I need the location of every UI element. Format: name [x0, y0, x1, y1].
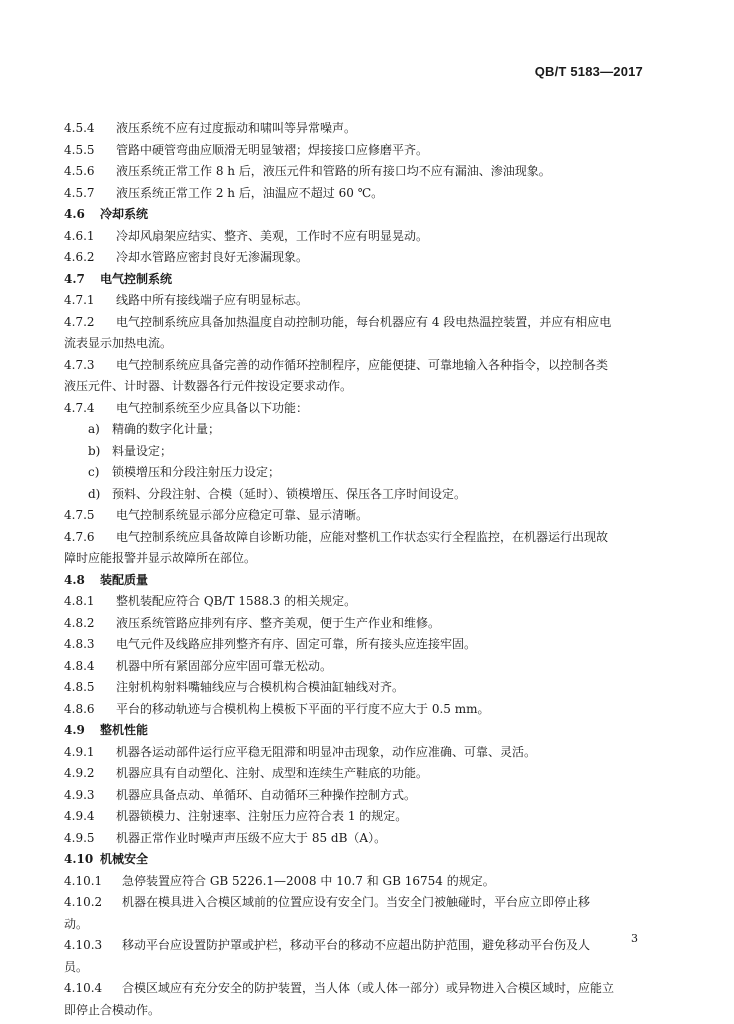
clause-number: 4.7.2 [64, 314, 95, 329]
clause-text: 冷却水管路应密封良好无渗漏现象。 [116, 250, 309, 264]
clause-number: 4.9.5 [64, 830, 95, 845]
clause-text: 机器各运动部件运行应平稳无阻滞和明显冲击现象，动作应准确、可靠、灵活。 [116, 744, 537, 759]
clause-number: 4.7.5 [64, 508, 95, 522]
clause-text: 预料、分段注射、合模（延时）、锁模增压、保压各工序时间设定。 [112, 486, 467, 501]
clause-text: 电气控制系统应具备完善的动作循环控制程序，应能便捷、可靠地输入各种指令，以控制各类 [116, 357, 609, 372]
clause-line [64, 226, 664, 248]
clause-number: 4.6.1 [64, 228, 95, 243]
clause-text: 电气元件及线路应排列整齐有序、固定可靠，所有接头应连接牢固。 [116, 637, 477, 651]
clause-number: d) [88, 486, 101, 501]
section-heading [64, 269, 664, 291]
clause-text: 障时应能报警并显示故障所在部位。 [64, 551, 257, 565]
clause-text: 精确的数字化计量； [112, 422, 221, 436]
clause-number: 4.8.2 [64, 615, 95, 630]
clause-line [64, 548, 664, 570]
clause-text: 液压元件、计时器、计数器各行元件按设定要求动作。 [64, 379, 353, 393]
clause-text: 员。 [64, 959, 89, 974]
clause-number: 4.5.5 [64, 142, 95, 157]
clause-line [64, 656, 664, 678]
clause-line [64, 183, 664, 205]
clause-line [64, 376, 664, 398]
clause-number: 4.10.2 [64, 895, 103, 909]
clause-number: 4.10.1 [64, 873, 103, 888]
clause-text: 电气控制系统应具备故障自诊断功能，应能对整机工作状态实行全程监控，在机器运行出现故 [116, 529, 609, 544]
section-heading [64, 570, 664, 592]
clause-line [64, 677, 664, 699]
clause-text: 机器在模具进入合模区域前的位置应设有安全门。当安全门被触碰时，平台应立即停止移 [122, 895, 591, 909]
clause-line [64, 140, 664, 162]
clause-text: 机器正常作业时噪声声压级不应大于 85 dB（A）。 [116, 830, 387, 845]
clause-line [64, 699, 664, 721]
clause-text: 线路中所有接线端子应有明显标志。 [116, 293, 309, 307]
standard-number: QB/T 5183—2017 [534, 64, 643, 79]
clause-line [64, 871, 664, 893]
clause-number: c) [88, 465, 100, 479]
document-body [64, 118, 664, 1021]
clause-text: 电气控制系统 [100, 271, 173, 286]
clause-line [64, 290, 664, 312]
list-item [64, 462, 664, 484]
clause-number: 4.8.6 [64, 701, 95, 716]
clause-line [64, 591, 664, 613]
clause-number: 4.8 [64, 572, 85, 587]
clause-line [64, 1000, 664, 1022]
clause-line [64, 935, 664, 957]
clause-number: 4.9.2 [64, 766, 95, 780]
clause-text: 整机性能 [100, 723, 149, 737]
clause-number: 4.9.3 [64, 787, 95, 802]
clause-number: 4.8.4 [64, 658, 95, 673]
section-heading [64, 720, 664, 742]
clause-text: 流表显示加热电流。 [64, 336, 173, 350]
section-heading [64, 849, 664, 871]
list-item [64, 419, 664, 441]
clause-number: 4.8.5 [64, 680, 95, 694]
clause-number: 4.6.2 [64, 250, 95, 264]
clause-line [64, 914, 664, 936]
clause-number: 4.7.6 [64, 529, 95, 544]
clause-number: 4.8.1 [64, 594, 95, 608]
clause-text: 液压系统不应有过度振动和啸叫等异常噪声。 [116, 121, 357, 135]
clause-number: 4.8.3 [64, 637, 95, 651]
clause-text: 电气控制系统显示部分应稳定可靠、显示清晰。 [116, 508, 369, 522]
clause-text: 机械安全 [100, 852, 149, 866]
clause-text: 注射机构射料嘴轴线应与合模机构合模油缸轴线对齐。 [116, 680, 405, 694]
clause-line [64, 355, 664, 377]
clause-text: 即停止合模动作。 [64, 1002, 161, 1017]
clause-number: 4.6 [64, 207, 85, 221]
clause-line [64, 978, 664, 1000]
clause-text: 管路中硬管弯曲应顺滑无明显皱褶；焊接接口应修磨平齐。 [116, 142, 429, 157]
clause-text: 锁模增压和分段注射压力设定； [112, 465, 281, 479]
clause-number: 4.10.4 [64, 981, 103, 995]
clause-text: 液压系统管路应排列有序、整齐美观，便于生产作业和维修。 [116, 615, 441, 630]
clause-line [64, 118, 664, 140]
clause-number: 4.7.1 [64, 293, 95, 307]
clause-number: 4.10 [64, 852, 94, 866]
section-heading [64, 204, 664, 226]
clause-text: 电气控制系统应具备加热温度自动控制功能，每台机器应有 4 段电热温控装置，并应有相应电 [116, 314, 612, 329]
clause-number: 4.10.3 [64, 938, 103, 952]
clause-text: 机器应具备点动、单循环、自动循环三种操作控制方式。 [116, 787, 417, 802]
clause-text: 机器中所有紧固部分应牢固可靠无松动。 [116, 658, 333, 673]
clause-line [64, 806, 664, 828]
clause-line [64, 785, 664, 807]
clause-text: 液压系统正常工作 2 h 后，油温应不超过 60 ℃。 [116, 185, 384, 200]
clause-line [64, 763, 664, 785]
clause-number: 4.5.6 [64, 164, 95, 178]
list-item [64, 484, 664, 506]
clause-line [64, 505, 664, 527]
clause-text: 装配质量 [100, 572, 149, 587]
clause-text: 动。 [64, 916, 89, 931]
clause-text: 急停装置应符合 GB 5226.1—2008 中 10.7 和 GB 16754 的规定。 [122, 873, 495, 888]
page-number: 3 [631, 932, 638, 945]
clause-text: 冷却风扇架应结实、整齐、美观，工作时不应有明显晃动。 [116, 228, 429, 243]
clause-line [64, 613, 664, 635]
clause-text: 平台的移动轨迹与合模机构上模板下平面的平行度不应大于 0.5 mm。 [116, 701, 490, 716]
clause-line [64, 957, 664, 979]
clause-line [64, 161, 664, 183]
clause-text: 合模区域应有充分安全的防护装置，当人体（或人体一部分）或异物进入合模区域时，应能立 [122, 981, 615, 995]
clause-text: 料量设定； [112, 443, 173, 458]
clause-line [64, 742, 664, 764]
list-item [64, 441, 664, 463]
clause-line [64, 398, 664, 420]
clause-line [64, 333, 664, 355]
clause-number: 4.7.3 [64, 357, 95, 372]
clause-line [64, 828, 664, 850]
clause-number: 4.7.4 [64, 400, 95, 415]
clause-line [64, 634, 664, 656]
clause-number: 4.9.4 [64, 809, 95, 823]
clause-text: 整机装配应符合 QB/T 1588.3 的相关规定。 [116, 594, 357, 608]
clause-text: 机器应具有自动塑化、注射、成型和连续生产鞋底的功能。 [116, 766, 429, 780]
clause-text: 冷却系统 [100, 207, 149, 221]
clause-number: 4.5.4 [64, 121, 95, 135]
clause-number: a) [88, 422, 100, 436]
clause-number: 4.5.7 [64, 185, 95, 200]
clause-number: 4.9.1 [64, 744, 95, 759]
clause-number: 4.9 [64, 723, 85, 737]
clause-line [64, 312, 664, 334]
clause-text: 电气控制系统至少应具备以下功能： [116, 400, 309, 415]
clause-number: 4.7 [64, 271, 85, 286]
clause-number: b) [88, 443, 101, 458]
clause-text: 机器锁模力、注射速率、注射压力应符合表 1 的规定。 [116, 809, 408, 823]
clause-line [64, 527, 664, 549]
clause-text: 移动平台应设置防护罩或护栏，移动平台的移动不应超出防护范围，避免移动平台伤及人 [122, 938, 591, 952]
clause-line [64, 892, 664, 914]
clause-text: 液压系统正常工作 8 h 后，液压元件和管路的所有接口均不应有漏油、渗油现象。 [116, 164, 551, 178]
clause-line [64, 247, 664, 269]
